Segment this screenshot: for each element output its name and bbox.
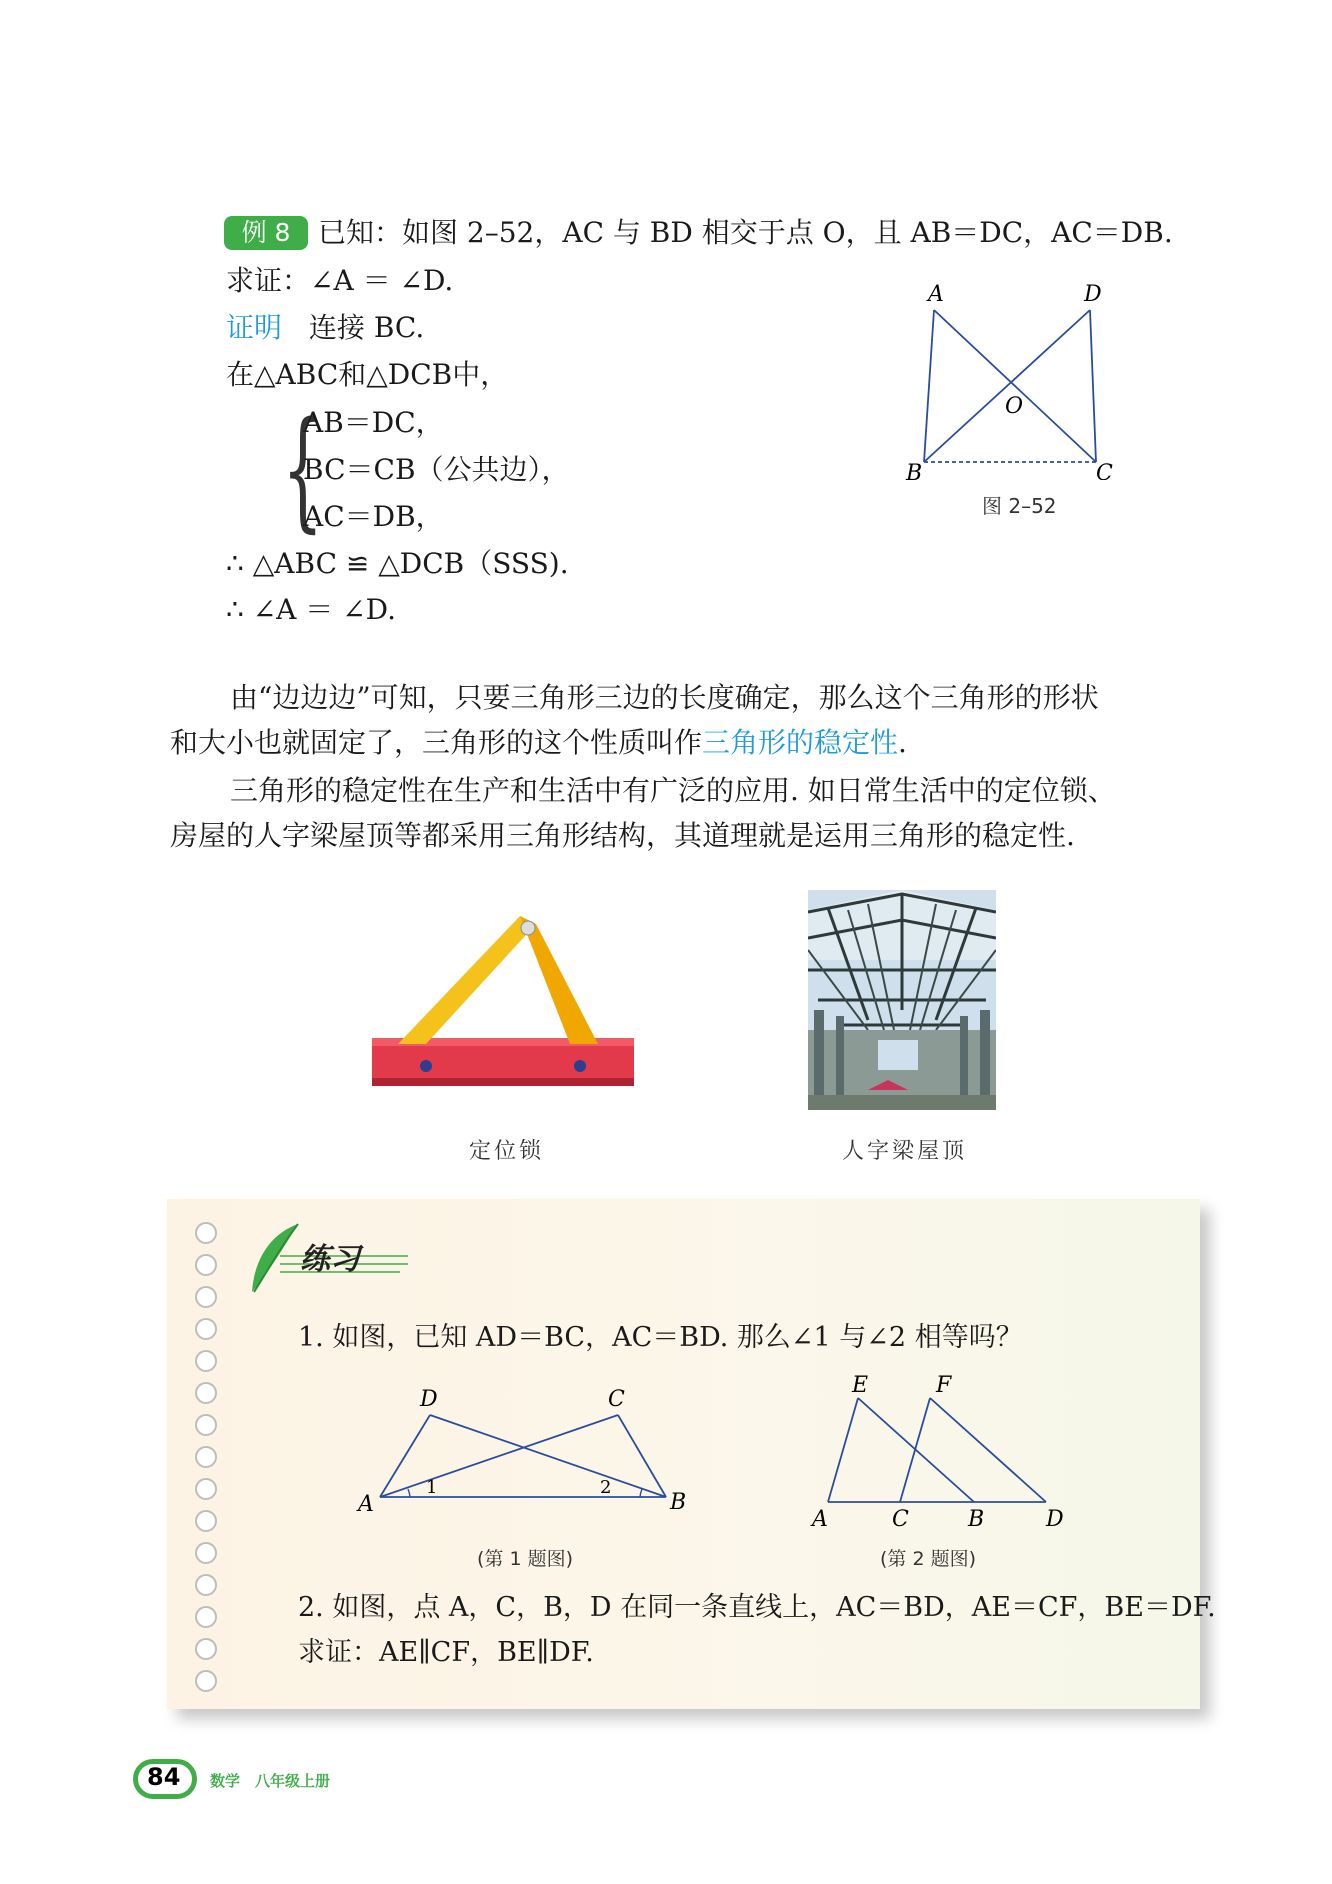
figure-2-caption: (第 2 题图) <box>880 1548 976 1570</box>
therefore-angles: ∴ ∠A ＝ ∠D. <box>226 593 397 626</box>
label-C: C <box>892 1507 909 1530</box>
question-1-figure <box>350 1385 690 1525</box>
page-number: 84 <box>147 1763 181 1791</box>
label-C: C <box>608 1387 625 1412</box>
label-A: A <box>928 282 944 307</box>
question-2-line1: 2. 如图，点 A，C，B，D 在同一条直线上，AC＝BD，AE＝CF，BE＝DF. <box>298 1592 1216 1623</box>
binder-ring <box>195 1574 217 1596</box>
label-D: D <box>1046 1507 1064 1530</box>
exercise-title: 练习 <box>300 1242 360 1277</box>
figure-1-caption: (第 1 题图) <box>477 1548 573 1570</box>
label-C: C <box>1096 461 1113 480</box>
label-E: E <box>852 1373 869 1398</box>
binder-ring <box>195 1318 217 1340</box>
roof-truss-image <box>808 890 996 1110</box>
paragraph2-line1: 三角形的稳定性在生产和生活中有广泛的应用. 如日常生活中的定位锁、 <box>230 774 1116 807</box>
binder-ring <box>195 1382 217 1404</box>
example-badge: 例 8 <box>224 216 308 250</box>
therefore-congruent: ∴ △ABC ≌ △DCB（SSS). <box>226 547 569 580</box>
paragraph1-line2-text: 和大小也就固定了，三角形的这个性质叫作 <box>170 726 703 759</box>
paragraph2-line2: 房屋的人字梁屋顶等都采用三角形结构，其道理就是运用三角形的稳定性. <box>170 819 1075 852</box>
binder-ring <box>195 1254 217 1276</box>
condition-brace: { <box>282 393 324 545</box>
paragraph1-line2-end: . <box>898 726 907 759</box>
question-1: 1. 如图，已知 AD＝BC，AC＝BD. 那么∠1 与∠2 相等吗？ <box>298 1322 1023 1353</box>
label-B: B <box>670 1490 687 1515</box>
binder-ring <box>195 1606 217 1628</box>
figure-2-52-caption: 图 2–52 <box>982 494 1057 518</box>
binder-ring <box>195 1414 217 1436</box>
label-O: O <box>1005 394 1024 419</box>
roof-caption: 人字梁屋顶 <box>842 1139 968 1164</box>
paragraph1-line2 <box>170 725 907 761</box>
binder-ring <box>195 1446 217 1468</box>
proof-line <box>226 310 424 346</box>
binder-ring <box>195 1350 217 1372</box>
binder-ring <box>195 1222 217 1244</box>
label-D: D <box>420 1387 438 1412</box>
in-triangles: 在△ABC和△DCB中， <box>226 358 509 391</box>
question-2-line2: 求证：AE∥CF，BE∥DF. <box>298 1637 594 1668</box>
condition-2: BC＝CB（公共边）， <box>303 453 570 486</box>
label-F: F <box>936 1373 952 1398</box>
prove-statement: 求证：∠A ＝ ∠D. <box>226 264 454 297</box>
binder-ring <box>195 1542 217 1564</box>
condition-1: AB＝DC， <box>303 406 444 439</box>
proof-connect: 连接 BC. <box>308 311 425 344</box>
binder-ring <box>195 1638 217 1660</box>
example-statement: 已知：如图 2–52，AC 与 BD 相交于点 O，且 AB＝DC，AC＝DB. <box>318 216 1173 249</box>
label-A: A <box>358 1492 374 1517</box>
figure-2-52 <box>900 280 1140 480</box>
binder-ring <box>195 1510 217 1532</box>
question-2-figure <box>800 1370 1080 1530</box>
angle-2-label: 2 <box>600 1477 612 1498</box>
binder-ring <box>195 1670 217 1692</box>
label-B: B <box>968 1507 985 1530</box>
stability-term: 三角形的稳定性 <box>702 726 899 759</box>
label-B: B <box>906 461 923 480</box>
parking-lock-image <box>370 910 640 1096</box>
angle-1-label: 1 <box>426 1477 438 1498</box>
binder-ring <box>195 1286 217 1308</box>
proof-label: 证明 <box>226 311 283 344</box>
label-D: D <box>1084 282 1102 307</box>
book-title: 数学 八年级上册 <box>210 1772 331 1790</box>
label-A: A <box>812 1507 828 1530</box>
condition-3: AC＝DB， <box>303 500 444 533</box>
lock-caption: 定位锁 <box>469 1139 545 1164</box>
binder-ring <box>195 1478 217 1500</box>
paragraph1-line1: 由“边边边”可知，只要三角形三边的长度确定，那么这个三角形的形状 <box>230 681 1099 714</box>
